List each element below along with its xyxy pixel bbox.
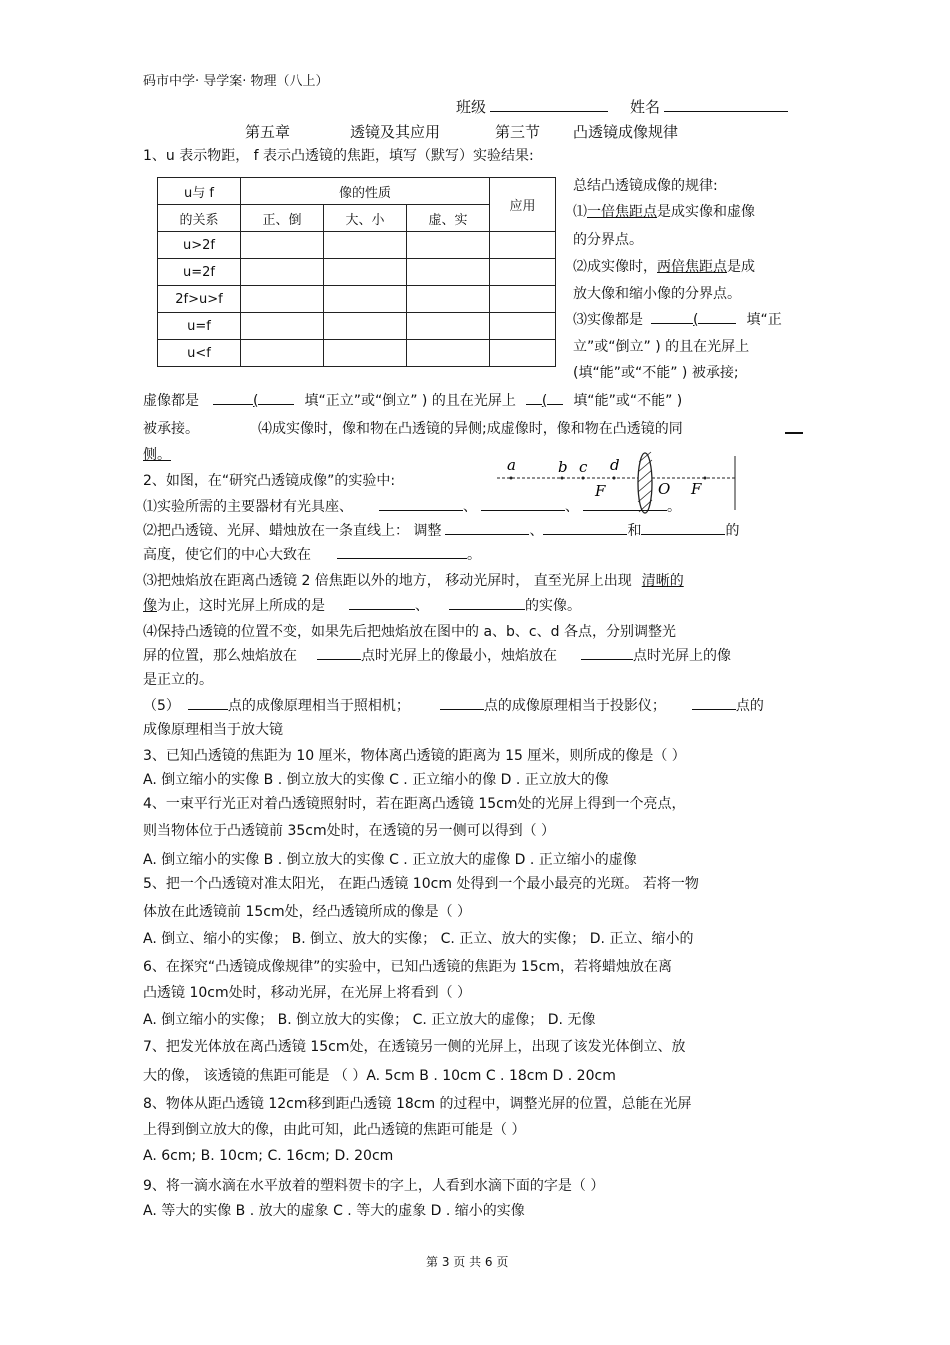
- header-source: 码市中学· 导学案· 物理（八上）: [143, 74, 329, 89]
- h-relation-1: u与 f: [158, 178, 241, 205]
- section: 第三节: [495, 123, 541, 141]
- name-label: 姓名: [630, 96, 788, 117]
- summary-p3-end: 被承接。: [143, 421, 199, 437]
- focus-left: F: [595, 482, 606, 500]
- q2-s2: ⑵把凸透镜、光屏、蜡烛放在一条直线上： 调整 、 和 的: [143, 520, 739, 540]
- row-label: u<f: [158, 340, 241, 367]
- optical-center: O: [658, 480, 671, 498]
- q4-line1: 4、一束平行光正对着凸透镜照射时，若在距离凸透镜 15cm处的光屏上得到一个亮点，: [143, 796, 686, 812]
- focus-right: F: [691, 480, 702, 498]
- q9-line1: 9、将一滴水滴在水平放着的塑料贺卡的字上，人看到水滴下面的字是（ ）: [143, 1178, 605, 1194]
- h-relation-2: 的关系: [158, 205, 241, 232]
- summary-p3-virtual: 虚像都是 ( 填“正立”或“倒立” ) 的且在光屏上 ( 填“能”或“不能” ): [143, 390, 682, 410]
- chapter-name: 透镜及其应用: [350, 123, 441, 141]
- q8-line1: 8、物体从距凸透镜 12cm移到距凸透镜 18cm 的过程中，调整光屏的位置，总能在光屏: [143, 1096, 692, 1112]
- q7-line2: 大的像， 该透镜的焦距可能是 （ ）A. 5cm B . 10cm C . 18cm D . 20cm: [143, 1068, 616, 1084]
- imaging-table: [157, 177, 556, 367]
- summary-p1-end: 的分界点。: [573, 232, 643, 248]
- summary-p2-end: 放大像和缩小像的分界点。: [573, 286, 741, 302]
- summary-title: 总结凸透镜成像的规律:: [573, 178, 718, 194]
- q3-prompt: 3、已知凸透镜的焦距为 10 厘米，物体离凸透镜的距离为 15 厘米，则所成的像是（ ）: [143, 748, 686, 764]
- h-virtual: 虚、实: [407, 205, 490, 232]
- summary-p3-line2: 立”或“倒立” ) 的且在光屏上: [573, 339, 750, 355]
- row-label: u>2f: [158, 232, 241, 259]
- table-row: [158, 259, 556, 286]
- point-b: b: [558, 458, 568, 476]
- q5-line1: 5、把一个凸透镜对准太阳光， 在距凸透镜 10cm 处得到一个最小最亮的光斑。 若将一物: [143, 876, 699, 892]
- q9-options: A. 等大的实像 B . 放大的虚象 C . 等大的虚象 D . 缩小的实像: [143, 1203, 525, 1219]
- summary-p3: ⑶实像都是 ( 填“正: [573, 309, 782, 329]
- table-row: [158, 313, 556, 340]
- q2-prompt: 2、如图，在“研究凸透镜成像”的实验中:: [143, 473, 396, 489]
- q4-options: A. 倒立缩小的实像 B . 倒立放大的实像 C . 正立放大的虚像 D . 正立缩小的虚像: [143, 852, 637, 868]
- section-name: 凸透镜成像规律: [573, 123, 679, 141]
- row-label: 2f>u>f: [158, 286, 241, 313]
- q2-s1: ⑴实验所需的主要器材有光具座、 、 、 。: [143, 496, 681, 516]
- h-upright: 正、倒: [241, 205, 324, 232]
- summary-p3-line3: (填“能”或“不能” ) 被承接;: [573, 365, 739, 381]
- q3-options: A. 倒立缩小的实像 B . 倒立放大的实像 C . 正立缩小的像 D . 正立放大的像: [143, 772, 609, 788]
- point-a: a: [507, 456, 516, 474]
- h-nature: 像的性质: [241, 178, 490, 205]
- q2-s4-end: 是正立的。: [143, 672, 213, 688]
- q2-s3-line2: 像为止，这时光屏上所成的是 、 的实像。: [143, 595, 581, 615]
- q6-options: A. 倒立缩小的实像； B. 倒立放大的实像； C. 正立放大的虚像； D. 无像: [143, 1012, 596, 1028]
- row-label: u=f: [158, 313, 241, 340]
- summary-p1: ⑴一倍焦距点是成实像和虚像: [573, 204, 755, 220]
- q6-line1: 6、在探究“凸透镜成像规律”的实验中，已知凸透镜的焦距为 15cm，若将蜡烛放在离: [143, 959, 673, 975]
- q5-options: A. 倒立、缩小的实像； B. 倒立、放大的实像； C. 正立、放大的实像； D. 正立、缩小的: [143, 931, 694, 947]
- q6-line2: 凸透镜 10cm处时，移动光屏，在光屏上将看到（ ）: [143, 985, 472, 1001]
- point-d: d: [610, 456, 620, 474]
- q2-s5: （5） 点的成像原理相当于照相机； 点的成像原理相当于投影仪； 点的: [143, 695, 764, 715]
- h-application: 应用: [490, 178, 556, 232]
- row-label: u=2f: [158, 259, 241, 286]
- q8-line2: 上得到倒立放大的像，由此可知，此凸透镜的焦距可能是（ ）: [143, 1122, 526, 1138]
- q8-options: A. 6cm; B. 10cm; C. 16cm; D. 20cm: [143, 1148, 394, 1164]
- point-c: c: [579, 458, 588, 476]
- summary-p4: ⑷成实像时，像和物在凸透镜的异侧;成虚像时，像和物在凸透镜的同: [258, 421, 683, 437]
- q2-s4-line2: 屏的位置，那么烛焰放在 点时光屏上的像最小，烛焰放在 点时光屏上的像: [143, 645, 731, 665]
- q7-line1: 7、把发光体放在离凸透镜 15cm处，在透镜另一侧的光屏上，出现了该发光体倒立、放: [143, 1039, 686, 1055]
- summary-p2: ⑵成实像时，两倍焦距点是成: [573, 259, 755, 275]
- table-row: [158, 232, 556, 259]
- table-row: [158, 286, 556, 313]
- q2-s2-line2: 高度，使它们的中心大致在 。: [143, 544, 481, 564]
- summary-p4-end: 侧。: [143, 447, 171, 463]
- q2-s3: ⑶把烛焰放在距离凸透镜 2 倍焦距以外的地方， 移动光屏时， 直至光屏上出现 清晰的: [143, 573, 684, 589]
- q2-s4: ⑷保持凸透镜的位置不变，如果先后把烛焰放在图中的 a、b、c、d 各点，分别调整光: [143, 624, 676, 640]
- table-row: [158, 340, 556, 367]
- q2-s5-end: 成像原理相当于放大镜: [143, 722, 283, 738]
- q5-line2: 体放在此透镜前 15cm处，经凸透镜所成的像是（ ）: [143, 904, 472, 920]
- page-number: 第 3 页 共 6 页: [426, 1255, 509, 1269]
- h-size: 大、小: [324, 205, 407, 232]
- chapter: 第五章: [245, 123, 291, 141]
- q4-line2: 则当物体位于凸透镜前 35cm处时，在透镜的另一侧可以得到（ ）: [143, 823, 556, 839]
- q1-prompt: 1、u 表示物距， f 表示凸透镜的焦距，填写（默写）实验结果:: [143, 148, 534, 164]
- class-label: 班级: [456, 96, 608, 117]
